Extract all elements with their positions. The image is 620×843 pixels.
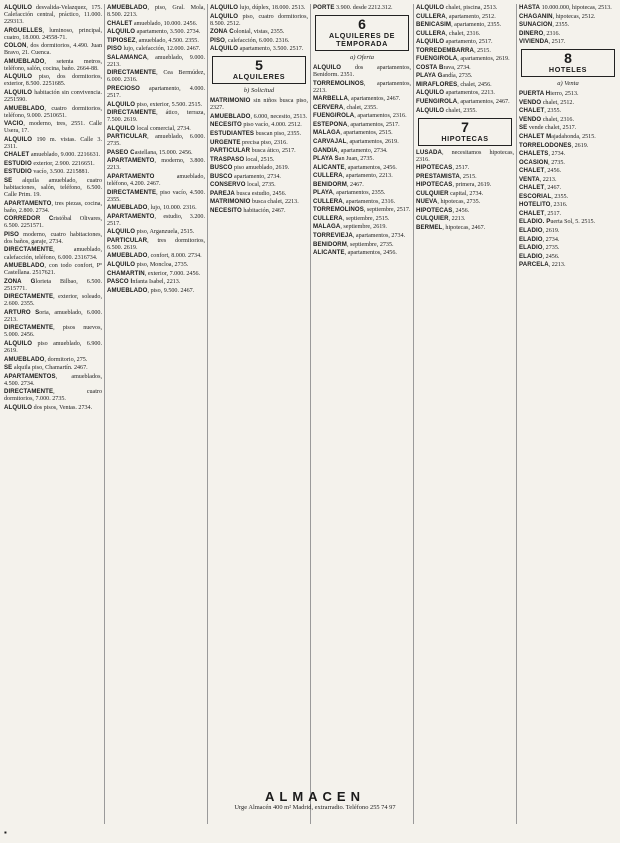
- section-title: ALQUILERES: [232, 72, 286, 82]
- classified-ad: BERMEL, hipotecas, 2467.: [416, 224, 486, 232]
- column-rule: [310, 4, 311, 824]
- column-rule: [207, 4, 208, 824]
- classified-ad: DINERO, 2316.: [519, 29, 561, 37]
- classified-ad: ALQUILO piso, cuatro dormitorios, 8.500. 2512.: [210, 12, 308, 27]
- classified-ad: DIRECTAMENTE, Cea Bermúdez, 6.000. 2316.: [107, 69, 205, 84]
- section-5-header: [212, 56, 306, 84]
- classified-ad: PARTICULAR, tres dormitorios, 6.500. 2619.: [107, 236, 205, 251]
- classified-ad: FUENGIROLA, apartamentos, 2316.: [313, 112, 407, 120]
- section-subtitle: a) Venta: [557, 80, 579, 88]
- classified-ad: CULLERA, apartamento, 2512.: [416, 12, 496, 20]
- classified-ad: MALAGA, septiembre, 2619.: [313, 223, 387, 231]
- classified-ad: CORREDOR Cristóbal Olivares, 6.500. 2251571.: [4, 215, 102, 230]
- column-4-top: [313, 4, 411, 12]
- classified-ad: ARTURO Soria, amueblado, 6.000. 2213.: [4, 308, 102, 323]
- classified-ad: URGENTE precisa piso, 2316.: [210, 138, 288, 146]
- classified-ad: ALQUILO 190 m. vistas. Calle 3. 2311.: [4, 135, 102, 150]
- section-number: 5: [255, 57, 263, 74]
- classified-ad: TORREMOLINOS, septiembre, 2517.: [313, 206, 411, 214]
- classified-ad: HASTA 10.000.000, hipotecas, 2513.: [519, 4, 612, 11]
- classified-ad: ALQUILO piso amueblado, 6.900. 2619.: [4, 340, 102, 355]
- column-3: [210, 4, 308, 787]
- classified-ad: ALQUILO lujo, dúplex, 18.000. 2513.: [210, 4, 306, 11]
- classified-ad: AMUEBLADO, piso, Gral. Mola, 8.500. 2213.: [107, 4, 205, 19]
- classified-ad: CHAGANIN, hipotecas, 2512.: [519, 12, 596, 20]
- classified-ad: ZONA Glorieta Bilbao, 6.500. 2515771.: [4, 277, 102, 292]
- classified-ad: HOTELITO, 2316.: [519, 201, 568, 209]
- classified-ad: TORRELODONES, 2619.: [519, 141, 589, 149]
- classified-ad: SE alquila piso, Chamartín. 2467.: [4, 364, 88, 372]
- section-6-header: [315, 15, 409, 51]
- classified-ad: ARGUELLES, luminoso, principal, cuatro, 18.000. 24558-71.: [4, 26, 102, 41]
- classified-ad: ELADIO, 2734.: [519, 235, 560, 243]
- classified-ad: TIPIOSEZ, amueblado, 4.500. 2355.: [107, 36, 199, 44]
- almacen-ad: [226, 790, 404, 811]
- classified-ad: AMUEBLADO, con todo confort, Pº Castellana. 2517621.: [4, 262, 102, 277]
- classified-ad: ALQUILO dos pisos, Ventas. 2734.: [4, 403, 93, 411]
- classified-ad: NUEVA, hipotecas, 2735.: [416, 198, 481, 206]
- classified-ad: ALQUILO habitación sin convivencia. 2251590.: [4, 89, 102, 104]
- almacen-text: Urge Almacén 400 m² Madrid, extrarradio. Teléfono 255 74 97: [234, 804, 396, 811]
- classified-ad: CULLERA, chalet, 2316.: [416, 29, 481, 37]
- classified-ad: PRECIOSO apartamento, 4.000. 2517.: [107, 84, 205, 100]
- classified-ad: CONSERVO local, 2735.: [210, 181, 276, 189]
- classified-ad: CULQUIER, 2213.: [416, 215, 466, 223]
- classified-ad: SUNACION, 2355.: [519, 21, 570, 29]
- classified-ad: VENTA, 2213.: [519, 175, 557, 183]
- classified-ad: ELADIO, 2735.: [519, 244, 560, 252]
- classified-ad: AMUEBLADO, setenta metros, teléfono, salón, cocina, baño. 2664-88.: [4, 57, 102, 72]
- classified-ad: DIRECTAMENTE, piso vacío, 4.500. 2355.: [107, 188, 205, 203]
- classified-ad: PASCO Infanta Isabel, 2213.: [107, 278, 181, 286]
- classified-ad: PARCELA, 2213.: [519, 261, 566, 269]
- classified-ad: ALQUILO apartamento, 3.500. 2517.: [210, 45, 304, 53]
- corner-mark: ▪: [4, 828, 7, 837]
- section-title: HIPOTECAS: [441, 133, 489, 143]
- section-subtitle: a) Oferta: [349, 54, 374, 62]
- classified-ad: DIRECTAMENTE, exterior, soleado, 2.600. 2355.: [4, 293, 102, 308]
- classified-ad: PISO, calefacción, 6.000. 2316.: [210, 36, 290, 44]
- classified-ad: BENIDORM, 2467.: [313, 180, 364, 188]
- classified-ad: PORTE 3.900. desde 2212.312.: [313, 4, 393, 11]
- classified-ad: DIRECTAMENTE, amueblado, calefacción, teléfono, 6.000. 2316734.: [4, 246, 102, 261]
- classified-ad: ESCORIAL, 2355.: [519, 192, 569, 200]
- classified-ad: CULLERA, apartamento, 2213.: [313, 172, 393, 180]
- classified-ad: CULLERA, apartamentos, 2316.: [313, 197, 396, 205]
- classified-ad: AMUEBLADO, dormitorio, 275.: [4, 355, 88, 363]
- classified-ad: MATRIMONIO busca chalet, 2213.: [210, 198, 299, 206]
- classified-ad: PISO lujo, calefacción, 12.000. 2467.: [107, 45, 201, 53]
- column-1: [4, 4, 102, 839]
- classified-ad: ESTEPONA, apartamentos, 2517.: [313, 120, 400, 128]
- column-5: [416, 4, 514, 839]
- classified-ad: ESTUDIO exterior, 2.900. 2216651.: [4, 159, 95, 167]
- column-3-top: [210, 4, 308, 53]
- classified-ad: PLAYA San Juan, 2735.: [313, 155, 374, 163]
- classified-ad: COLON, dos dormitorios, 4.490. Juan Bravo, 21. Cuenca.: [4, 42, 102, 57]
- classified-ad: APARTAMENTO, tres piezas, cocina, baño, 2.800. 2734.: [4, 199, 102, 214]
- section-6-ads: [313, 64, 411, 189]
- classified-ad: CHALET amueblado, 10.000. 2456.: [107, 19, 198, 27]
- classified-ad: ALQUILO chalet, piscina, 2513.: [416, 4, 498, 11]
- classified-ad: SALAMANCA, amueblado, 9.000. 2213.: [107, 53, 205, 68]
- classified-ad: ALQUILO dos apartamentos, Benidorm. 2351.: [313, 64, 411, 79]
- section-title: ALQUILERES DE TEMPORADA: [328, 31, 396, 49]
- column-rule: [104, 4, 105, 824]
- classified-ad: GANDIA, apartamento, 2734.: [313, 146, 388, 154]
- classified-ad: TRASPASO local, 2515.: [210, 155, 275, 163]
- classified-ad: ESTUDIANTES buscan piso, 2355.: [210, 129, 301, 137]
- section-5-ads: [210, 97, 308, 215]
- classified-ad: HIPOTECAS, 2456.: [416, 206, 470, 214]
- classified-ad: PASEO Castellana, 15.000. 2456.: [107, 148, 193, 156]
- section-title: HOTELES: [548, 65, 588, 75]
- classified-ad: ELADIO, 2619.: [519, 226, 560, 234]
- classified-ad: PARTICULAR busca ático, 2517.: [210, 147, 296, 155]
- classified-ad: CHALETS, 2734.: [519, 150, 566, 158]
- classified-ad: ALQUILO apartamentos, 2213.: [416, 89, 495, 97]
- classified-ad: AMUEBLADO, 6.000, necesito, 2513.: [210, 112, 308, 120]
- classified-ad: ELADIO. Puerta Sol, 5. 2515.: [519, 218, 596, 226]
- classified-ad: CHAMARTIN, exterior, 7.000. 2456.: [107, 269, 201, 277]
- classified-ad: PLAYA Gandía, 2735.: [416, 72, 473, 80]
- classified-ad: BUSCO apartamento, 2734.: [210, 172, 281, 180]
- classified-ad: APARTAMENTO, estudio, 3.200. 2517.: [107, 212, 205, 227]
- classified-ad: PISO moderno, cuatro habitaciones, dos baños, garaje, 2734.: [4, 230, 102, 245]
- classified-ad: FUENGIROLA, apartamentos, 2467.: [416, 98, 510, 106]
- classified-ad: ALICANTE, apartamentos, 2456.: [313, 163, 397, 171]
- classified-ad: CHALET, 2456.: [519, 167, 562, 175]
- classified-ad: TORREDEMBARRA, 2515.: [416, 46, 491, 54]
- classified-ad: AMUEBLADO, piso, 9.500. 2467.: [107, 286, 195, 294]
- classified-ad: ALQUILO piso, dos dormitorios, exterior, 8.500. 2251685.: [4, 73, 102, 88]
- classified-ad: VACIO, moderno, tres, 2551. Calle Usera, 17.: [4, 120, 102, 135]
- classified-ad: CHALET amueblado, 9.000. 2216631.: [4, 151, 101, 159]
- classified-ad: CHALET, 2467.: [519, 184, 562, 192]
- classified-ad: APARTAMENTOS, amueblados, 4.500. 2734.: [4, 372, 102, 387]
- classified-ad: DIRECTAMENTE, cuatro dormitorios, 7.000. 2735.: [4, 388, 102, 403]
- almacen-title: ALMACEN: [265, 789, 365, 804]
- classified-ad: CULQUIER capital, 2734.: [416, 189, 484, 197]
- classified-ad: COSTA Brava, 2734.: [416, 63, 471, 71]
- classified-ad: MATRIMONIO sin niños busca piso, 2327.: [210, 97, 308, 112]
- classified-ad: DIRECTAMENTE, pisos nuevos, 5.000. 2456.: [4, 324, 102, 339]
- classified-ad: PAREJA busca estudio, 2456.: [210, 189, 287, 197]
- classified-ad: ALQUILO desvalida-Velazquez, 175. Calefacción central, práctico, 11.000. 229313.: [4, 4, 102, 26]
- classified-ad: CULLERA, septiembre, 2515.: [313, 214, 390, 222]
- classified-ad: CHALET, 2517.: [519, 209, 562, 217]
- classified-ad: ESTUDIO vacío, 3.500. 2215881.: [4, 168, 90, 176]
- classified-ad: MALAGA, apartamentos, 2515.: [313, 129, 393, 137]
- column-rule: [413, 4, 414, 824]
- classified-ad: HIPOTECAS, 2517.: [416, 164, 470, 172]
- classified-ad: BENICASIM, apartamento, 2355.: [416, 21, 502, 29]
- classified-ad: ALQUILO piso, Arganzuela, 2515.: [107, 228, 195, 236]
- column-4: [313, 4, 411, 839]
- column-6: [519, 4, 617, 839]
- classified-ad: APARTAMENTO, moderno, 3.800. 2213.: [107, 157, 205, 172]
- classified-ad: ALQUILO piso, exterior, 5.500. 2515.: [107, 100, 203, 108]
- classified-ad: PRESTAMISTA, 2515.: [416, 172, 477, 180]
- classified-ad: LUSADA, necesitamos hipotecas, 2316.: [416, 148, 514, 163]
- classified-ad: MIRAFLORES, chalet, 2456.: [416, 80, 492, 88]
- section-6-more-ads: [313, 189, 411, 257]
- section-8-ads: [519, 90, 617, 269]
- classified-ad: ALICANTE, apartamentos, 2456.: [313, 249, 397, 257]
- classified-ad: HIPOTECAS, primera, 2619.: [416, 181, 492, 189]
- column-2: [107, 4, 205, 839]
- column-6-top: [519, 4, 617, 46]
- section-subtitle: b) Solicitud: [243, 87, 275, 95]
- classified-ad: FUENGIROLA, apartamentos, 2619.: [416, 55, 510, 63]
- classified-ad: PARTICULAR, amueblado, 6.000. 2735.: [107, 133, 205, 148]
- classified-ad: BENIDORM, septiembre, 2735.: [313, 240, 394, 248]
- classified-ad: TORREMOLINOS, apartamentos, 2213.: [313, 79, 411, 94]
- section-8-header: [521, 49, 615, 77]
- classified-ad: VENDO chalet, 2512.: [519, 98, 575, 106]
- classified-ad: AMUEBLADO, lujo, 10.000. 2316.: [107, 204, 197, 212]
- classified-ad: ALQUILO apartamento, 3.500. 2734.: [107, 28, 201, 36]
- classified-ad: ALQUILO chalet, 2355.: [416, 106, 477, 114]
- classified-ad: NECESITO habitación, 2467.: [210, 206, 286, 214]
- classified-ad: ALQUILO piso, Moncloa, 2735.: [107, 261, 189, 268]
- section-number: 8: [564, 50, 572, 67]
- classified-ad: PLAYA, apartamentos, 2355.: [313, 189, 386, 197]
- section-number: 6: [358, 16, 366, 33]
- classified-ad: CHALET Majadahonda, 2515.: [519, 132, 596, 140]
- classified-ad: NECESITO piso vacío, 4.000. 2512.: [210, 121, 302, 129]
- classified-ad: BUSCO piso amueblado, 2619.: [210, 164, 290, 172]
- section-number: 7: [461, 118, 469, 135]
- classified-ad: TORREVIEJA, apartamentos, 2734.: [313, 231, 406, 239]
- classified-ad: CARVAJAL, apartamentos, 2619.: [313, 137, 399, 145]
- classified-ad: VIVIENDA, 2517.: [519, 38, 566, 46]
- classified-ad: AMUEBLADO, confort, 8.000. 2734.: [107, 252, 202, 260]
- classified-ad: ALQUILO apartamento, 2517.: [416, 38, 493, 46]
- classified-ad: CHALET, 2355.: [519, 107, 562, 115]
- classified-ad: OCASION, 2735.: [519, 158, 565, 166]
- section-7-header: [418, 118, 512, 146]
- classified-ad: ELADIO, 2456.: [519, 252, 560, 260]
- classified-ad: VENDO chalet, 2316.: [519, 115, 575, 123]
- column-5-top: [416, 4, 514, 115]
- classified-ad: APARTAMENTO amueblado, teléfono, 4.200. 2467.: [107, 172, 205, 188]
- classified-ad: SE vende chalet, 2517.: [519, 124, 577, 132]
- section-7-ads: [416, 149, 514, 232]
- classified-ad: MARBELLA, apartamentos, 2467.: [313, 95, 401, 103]
- classified-ad: AMUEBLADO, cuatro dormitorios, teléfono, 9.000. 2510651.: [4, 104, 102, 119]
- classified-ad: PUERTA Hierro, 2513.: [519, 90, 579, 98]
- classified-ad: ALQUILO local comercial, 2734.: [107, 124, 191, 132]
- classified-ad: ZONA Colonial, vistas, 2355.: [210, 28, 285, 36]
- classified-ad: DIRECTAMENTE, ático, terraza, 7.500. 2619.: [107, 109, 205, 124]
- column-rule: [516, 4, 517, 824]
- classified-ad: CERVERA, chalet, 2355.: [313, 103, 378, 111]
- classified-ad: SE alquila amueblado, cuatro habitaciones, salón, teléfono, 6.500. Calle Prim. 19.: [4, 177, 102, 199]
